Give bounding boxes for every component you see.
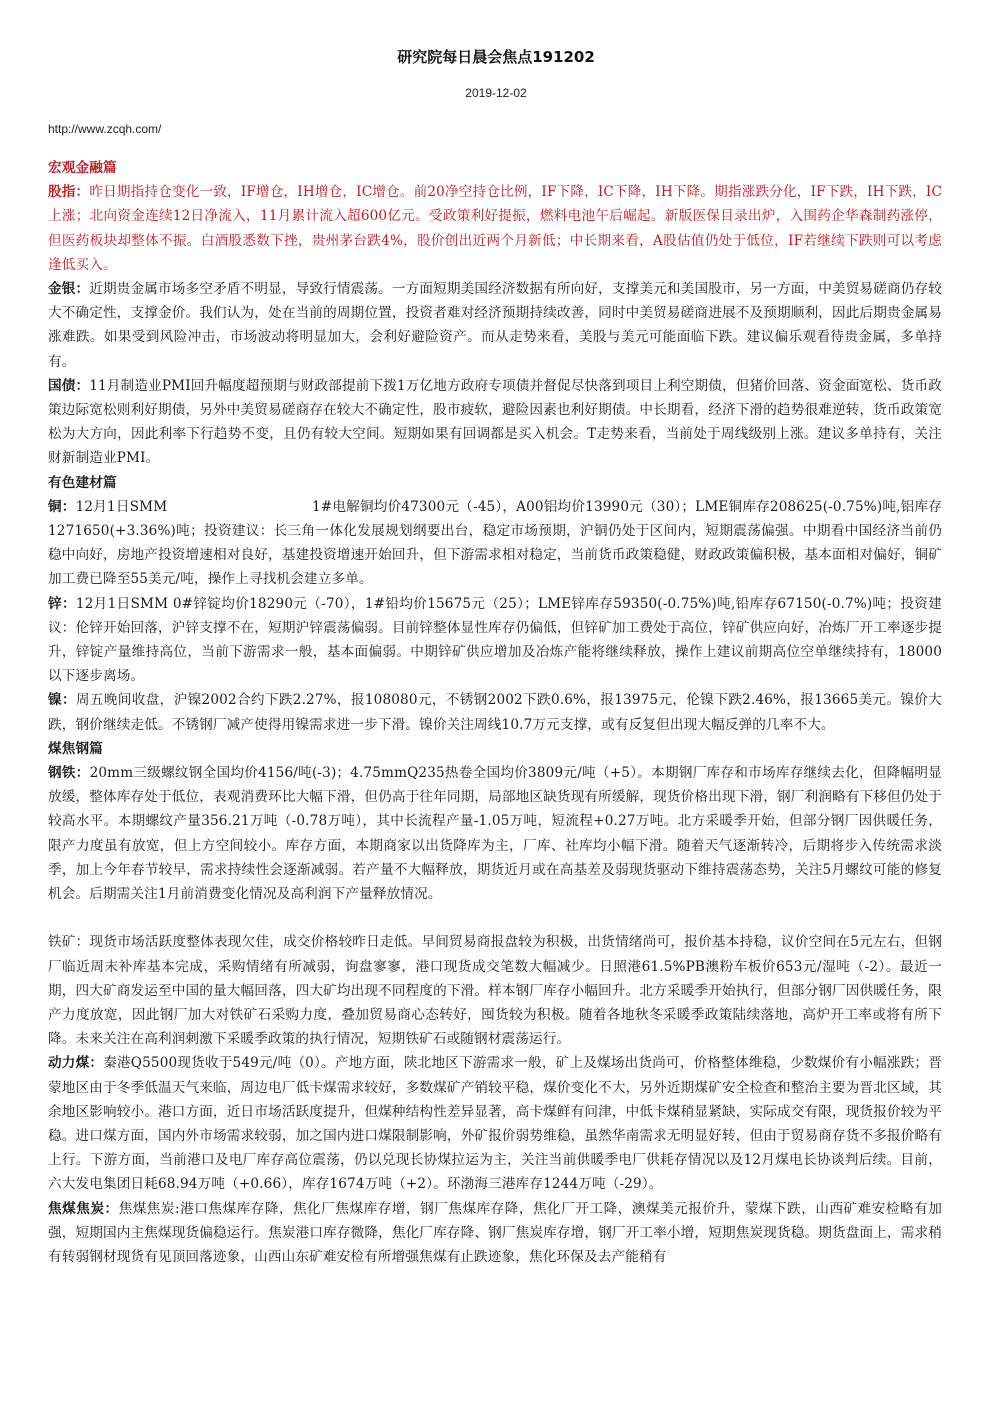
paragraph-text: 12月1日SMM 1#电解铜均价47300元（-45），A00铝均价13990元（30）；LME铜库存208625(-0.75%)吨,铝库存1271650(+3.36%)吨；投资建议：长三角一体化发展规划纲要出台，稳定市场预期，沪铜仍处于区间内，短期震荡偏强。中期看中国经济当前仍稳中向好，房地产投资增速相对良好，基建投资增速开始回升，但下游需求相对稳定，当前货币政策稳健，财政政策偏积极，基本面相对偏好，铜矿加工费已降至55美元/吨，操作上寻找机会建立多单。	[48, 498, 942, 588]
paragraph-label: 锌：	[48, 595, 76, 612]
section-heading-macro: 宏观金融篇	[48, 160, 117, 176]
paragraph-text: 秦港Q5500现货收于549元/吨（0）。产地方面，陕北地区下游需求一般，矿上及煤场出货尚可，价格整体维稳，少数煤价有小幅涨跌；晋蒙地区由于冬季低温天气来临，周边电厂低卡煤需求较好，多数煤矿产销较平稳，煤价变化不大，另外近期煤矿安全检查和整治主要为晋北区域，其余地区影响较小。港口方面，近日市场活跃度提升，但煤种结构性差异显著，高卡煤鲜有问津，中低卡煤稍显紧缺，实际成交有限，现货报价较为平稳。进口煤方面，国内外市场需求较弱，加之国内进口煤限制影响，外矿报价弱势维稳，虽然华南需求无明显好转，但由于贸易商存货不多报价略有上行。下游方面，当前港口及电厂库存高位震荡，仍以兑现长协煤拉运为主，关注当前供暖季电厂供耗存情况以及12月煤电长协谈判后续。目前，六大发电集团日耗68.94万吨（+0.66），库存1674万吨（+2）。环渤海三港库存1244万吨（-29）。	[48, 1055, 942, 1193]
paragraph-label: 焦煤焦炭：	[48, 1200, 119, 1217]
paragraph-stock-index	[48, 180, 942, 277]
paragraph-coke	[48, 1197, 942, 1270]
paragraph-zinc	[48, 592, 942, 689]
paragraph-label: 股指：	[48, 184, 90, 201]
source-url[interactable]: http://www.zcqh.com/	[48, 122, 162, 136]
paragraph-text: 现货市场活跃度整体表现欠佳，成交价格较昨日走低。早间贸易商报盘较为积极，出货情绪尚可，报价基本持稳，议价空间在5元左右，但钢厂临近周末补库基本完成，采购情绪有所减弱，询盘寥寥，港口现货成交笔数大幅减少。日照港61.5%PB澳粉车板价653元/湿吨（-2）。最近一期，四大矿商发运至中国的量大幅回落，四大矿均出现不同程度的下滑。样本钢厂库存小幅回升。北方采暖季开始执行，但部分钢厂因供暖任务，限产力度放宽，因此钢厂加大对铁矿石采购力度，叠加贸易商心态转好，囤货较为积极。随着各地秋冬采暖季政策陆续落地，高炉开工率或将有所下降。未来关注在高利润刺激下采暖季政策的执行情况，短期铁矿石或随钢材震荡运行。	[48, 934, 942, 1048]
paragraph-label: 国债：	[48, 377, 90, 394]
paragraph-text: 焦煤焦炭:港口焦煤库存降，焦化厂焦煤库存增，钢厂焦煤库存降，焦化厂开工降，澳煤美元报价升，蒙煤下跌，山西矿难安检略有加强，短期国内主焦煤现货偏稳运行。焦炭港口库存微降，焦化厂库存降、钢厂焦炭库存增，钢厂开工率小增，短期焦炭现货稳。期货盘面上，需求稍有转弱钢材现货有见顶回落迹象，山西山东矿难安检有所增强焦煤有止跌迹象，焦化环保及去产能稍有	[48, 1200, 942, 1265]
paragraph-thermal-coal	[48, 1051, 942, 1196]
report-body	[48, 156, 942, 1269]
paragraph-spacer	[48, 906, 942, 930]
paragraph-nickel	[48, 688, 942, 736]
paragraph-gold-silver	[48, 277, 942, 374]
section-heading-coal-steel: 煤焦钢篇	[48, 740, 103, 757]
paragraph-text: 周五晚间收盘，沪镍2002合约下跌2.27%，报108080元，不锈钢2002下跌0.6%，报13975元，伦镍下跌2.46%，报13665美元。镍价大跌，钢价继续走低。不锈钢厂减产使得用镍需求进一步下滑。镍价关注周线10.7万元支撑，或有反复但出现大幅反弹的几率不大。	[48, 692, 942, 733]
paragraph-label: 铜：	[48, 498, 76, 515]
paragraph-text: 20mm三级螺纹钢全国均价4156/吨(-3)；4.75mmQ235热卷全国均价3809元/吨（+5）。本期钢厂库存和市场库存继续去化，但降幅明显放缓，整体库存处于低位，表观消费环比大幅下滑，但仍高于往年同期，局部地区缺货现有所缓解，现货价格出现下滑，钢厂利润略有下移但仍处于较高水平。本期螺纹产量356.21万吨（-0.78万吨），其中长流程产量-1.05万吨，短流程+0.27万吨。北方采暖季开始，但部分钢厂因供暖任务，限产力度虽有放宽，但上方空间较小。库存方面，本期商家以出货降库为主，厂库、社库均小幅下滑。随着天气逐渐转冷，后期将步入传统需求淡季，加上今年春节较早，需求持续性会逐渐减弱。若产量不大幅释放，期货近月或在高基差及弱现货驱动下维持震荡态势，关注5月螺纹可能的修复机会。后期需关注1月前消费变化情况及高利润下产量释放情况。	[48, 765, 942, 903]
paragraph-steel	[48, 761, 942, 906]
document-title: 研究院每日晨会焦点191202	[397, 48, 595, 66]
paragraph-text: 昨日期指持仓变化一致，IF增仓，IH增仓，IC增仓。前20净空持仓比例，IF下降，IC下降，IH下降。期指涨跌分化，IF下跌，IH下跌，IC上涨；北向资金连续12日净流入，11月累计流入超600亿元。受政策利好提振，燃料电池午后崛起。新版医保目录出炉，入围药企华森制药涨停，但医药板块却整体不振。白酒股悉数下挫，贵州茅台跌4%，股价创出近两个月新低；中长期来看，A股估值仍处于低位，IF若继续下跌则可以考虑逢低买入。	[48, 184, 942, 273]
paragraph-copper	[48, 495, 942, 592]
paragraph-label: 动力煤：	[48, 1055, 104, 1072]
paragraph-text: 12月1日SMM 0#锌锭均价18290元（-70），1#铅均价15675元（25）；LME锌库存59350(-0.75%)吨,铅库存67150(-0.7%)吨；投资建议：伦锌开始回落，沪锌支撑不在，短期沪锌震荡偏弱。目前锌整体显性库存仍偏低，但锌矿加工费处于高位，锌矿供应向好，冶炼厂开工率逐步提升，锌锭产量维持高位，当前下游需求一般，基本面偏弱。中期锌矿供应增加及冶炼产能将继续释放，操作上建议前期高位空单继续持有，18000以下逐步离场。	[48, 595, 942, 685]
paragraph-text: 11月制造业PMI回升幅度超预期与财政部提前下拨1万亿地方政府专项债并督促尽快落到项目上利空期债，但猪价回落、资金面宽松、货币政策边际宽松则利好期债，另外中美贸易磋商存在较大不确定性，股市疲软，避险因素也利好期债。中长期看，经济下滑的趋势很难逆转，货币政策宽松为大方向，因此利率下行趋势不变，且仍有较大空间。短期如果有回调都是买入机会。T走势来看，当前处于周线级别上涨。建议多单持有，关注财新制造业PMI。	[48, 377, 942, 467]
paragraph-label: 金银：	[48, 281, 90, 298]
paragraph-treasury	[48, 374, 942, 471]
document-date: 2019-12-02	[465, 86, 527, 100]
section-heading-nonferrous: 有色建材篇	[48, 474, 117, 491]
paragraph-label: 铁矿：	[48, 934, 90, 951]
paragraph-iron-ore	[48, 930, 942, 1051]
paragraph-label: 钢铁：	[48, 765, 90, 782]
paragraph-text: 近期贵金属市场多空矛盾不明显，导致行情震荡。一方面短期美国经济数据有所向好，支撑美元和美国股市，另一方面，中美贸易磋商仍存较大不确定性，支撑金价。我们认为，处在当前的周期位置，投资者难对经济预期持续改善，同时中美贸易磋商进展不及预期顺利，因此后期贵金属易涨难跌。如果受到风险冲击，市场波动将明显加大，会利好避险资产。而从走势来看，美股与美元可能面临下跌。建议偏乐观看待贵金属，多单持有。	[48, 281, 942, 370]
paragraph-label: 镍：	[48, 692, 76, 709]
